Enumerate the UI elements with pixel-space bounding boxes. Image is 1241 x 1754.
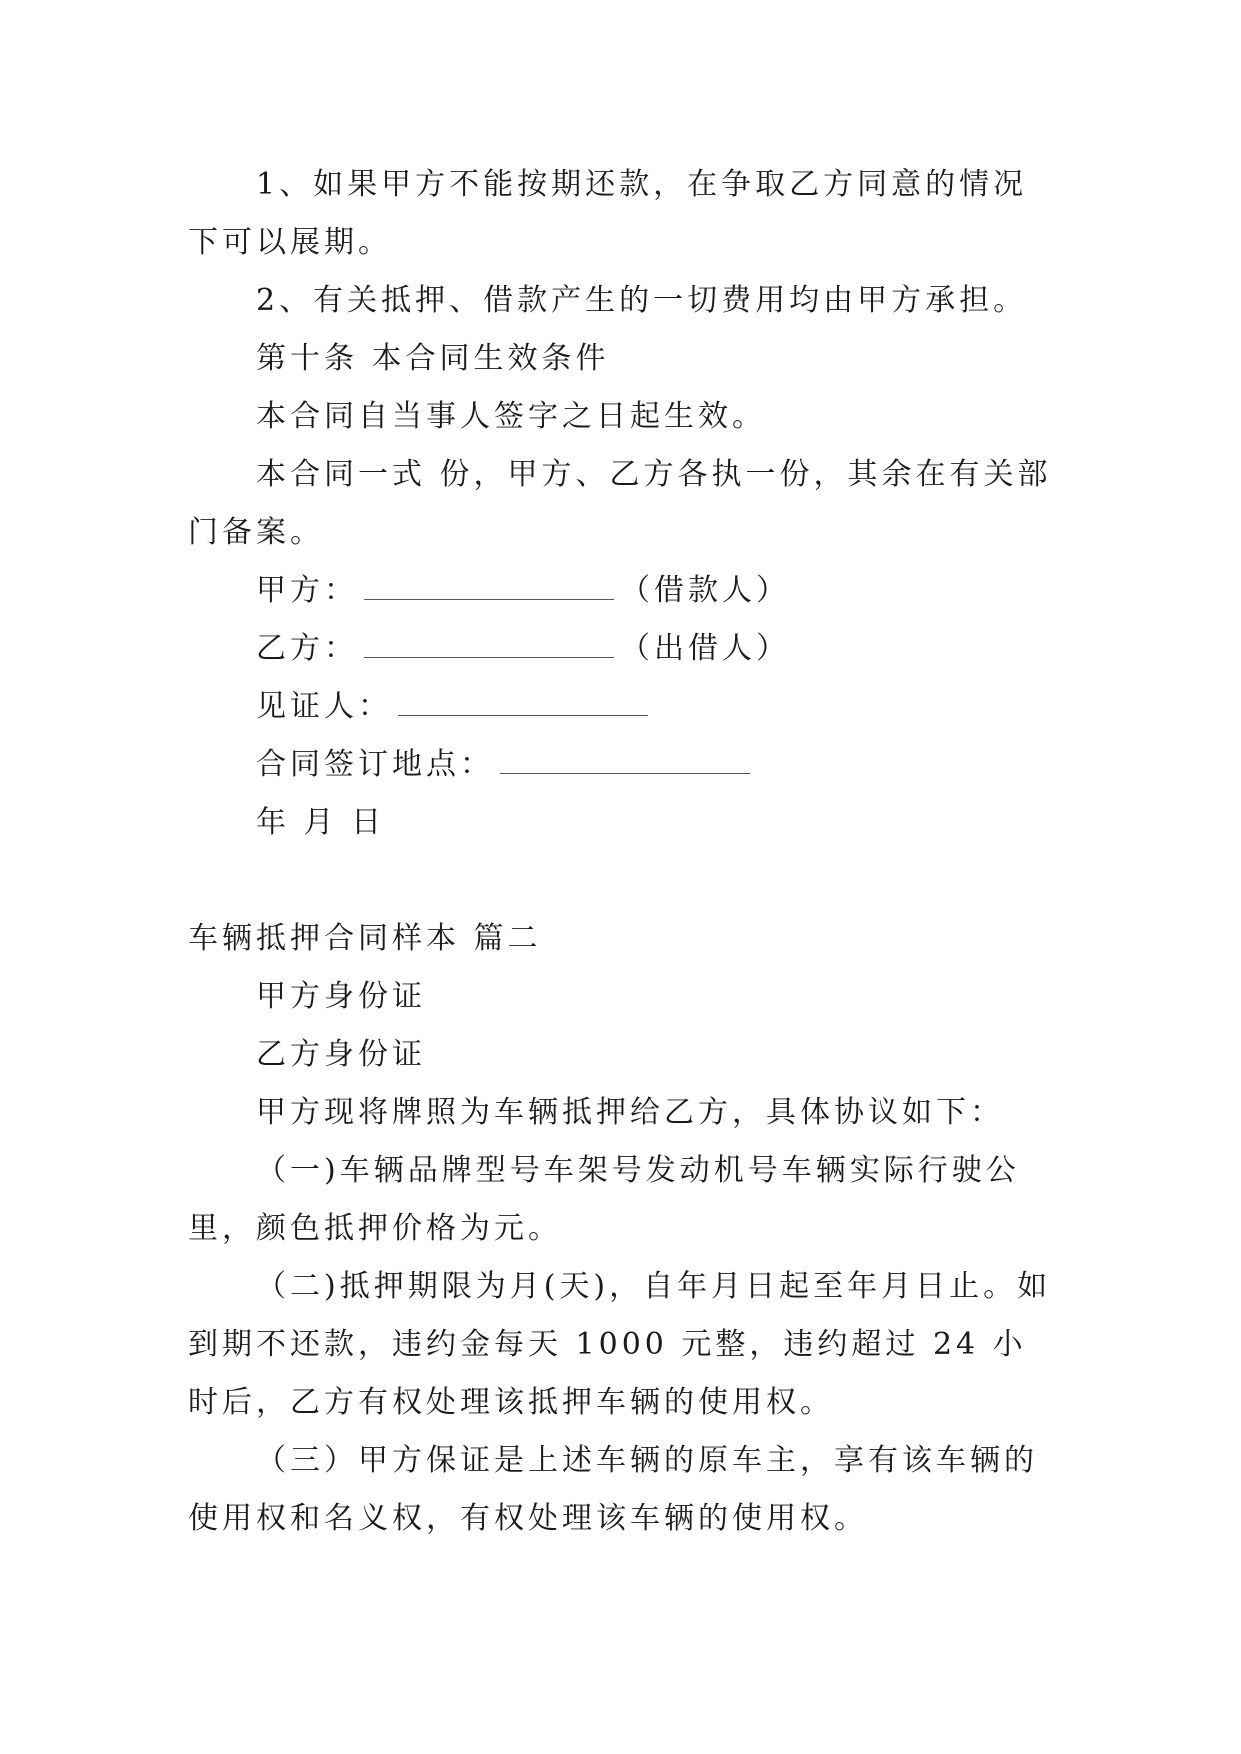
paragraph-fees: 2、有关抵押、借款产生的一切费用均由甲方承担。 (256, 283, 1028, 318)
witness-blank (398, 691, 648, 716)
paragraph-effective: 本合同自当事人签字之日起生效。 (256, 399, 766, 434)
section-two-line: （一)车辆品牌型号车架号发动机号车辆实际行驶公里，颜色抵押价格为元。 (188, 1153, 1020, 1246)
signature-witness (188, 678, 1054, 736)
place-label: 合同签订地点： (256, 747, 494, 782)
signature-party-a (188, 562, 1054, 620)
section-two-line: 甲方现将牌照为车辆抵押给乙方，具体协议如下： (256, 1095, 1004, 1130)
signature-place (188, 736, 1054, 794)
section-two-line: （三）甲方保证是上述车辆的原车主，享有该车辆的使用权和名义权，有权处理该车辆的使用权。 (188, 1443, 1038, 1536)
party-b-blank (364, 633, 614, 658)
party-a-blank (364, 575, 614, 600)
section-two-title: 车辆抵押合同样本 篇二 (188, 921, 542, 956)
section-two-line: 乙方身份证 (256, 1037, 426, 1072)
article-ten-heading: 第十条 本合同生效条件 (256, 341, 610, 376)
signature-party-b (188, 620, 1054, 678)
party-a-note: （借款人） (620, 573, 790, 608)
paragraph-extension: 1、如果甲方不能按期还款，在争取乙方同意的情况下可以展期。 (188, 167, 1028, 260)
party-a-label: 甲方： (256, 573, 358, 608)
witness-label: 见证人： (256, 689, 392, 724)
document-body (188, 156, 1054, 1548)
section-two-line: （二)抵押期限为月(天)，自年月日起至年月日止。如到期不还款，违约金每天 1000 元整，违约超过 24 小时后，乙方有权处理该抵押车辆的使用权。 (188, 1269, 1052, 1420)
paragraph-copies: 本合同一式 份，甲方、乙方各执一份，其余在有关部门备案。 (188, 457, 1052, 550)
party-b-note: （出借人） (620, 631, 790, 666)
signature-date: 年 月 日 (256, 805, 386, 840)
place-blank (500, 749, 750, 774)
section-two-line: 甲方身份证 (256, 979, 426, 1014)
spacer (188, 852, 1054, 910)
party-b-label: 乙方： (256, 631, 358, 666)
